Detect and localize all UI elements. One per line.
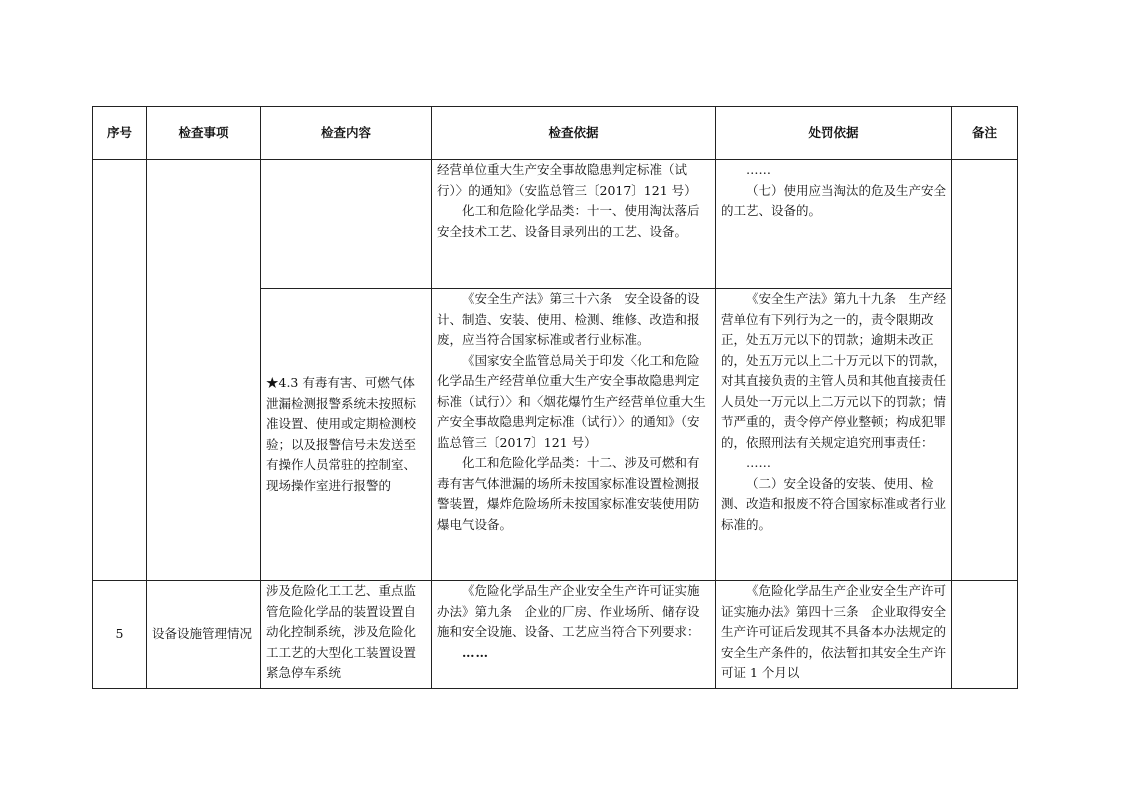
remark-cell bbox=[952, 160, 1018, 581]
basis-paragraph: 《危险化学品生产企业安全生产许可证实施办法》第九条 企业的厂房、作业场所、储存设施和安全设施、设备、工艺应当符合下列要求： bbox=[437, 583, 700, 639]
content-cell bbox=[261, 160, 432, 289]
header-basis: 检查依据 bbox=[432, 107, 716, 160]
content-text: 涉及危险化工工艺、重点监管危险化学品的装置设置自动化控制系统，涉及危险化工工艺的大型化工装置设置紧急停车系统 bbox=[266, 583, 417, 680]
penalty-paragraph: （二）安全设备的安装、使用、检测、改造和报废不符合国家标准或者行业标准的。 bbox=[721, 475, 947, 532]
basis-paragraph: 《国家安全监管总局关于印发〈化工和危险化学品生产经营单位重大生产安全事故隐患判定标准（试行）〉和〈烟花爆竹生产经营单位重大生产安全事故隐患判定标准（试行）〉的通知》（安监总管三〔2017〕121 号） bbox=[437, 352, 706, 450]
header-row bbox=[93, 107, 1018, 160]
penalty-paragraph: 《安全生产法》第九十九条 生产经营单位有下列行为之一的，责令限期改正，处五万元以下的罚款；逾期未改正的，处五万元以上二十万元以下的罚款，对其直接负责的主管人员和其他直接责任人员处一万元以上二万元以下的罚款；情节严重的，责令停产停业整顿；构成犯罪的，依照刑法有关规定追究刑事责任： bbox=[721, 291, 947, 450]
content-text: ★4.3 有毒有害、可燃气体泄漏检测报警系统未按照标准设置、使用或定期检测校验；以及报警信号未发送至有操作人员常驻的控制室、现场操作室进行报警的 bbox=[266, 375, 417, 493]
seq-cell: 5 bbox=[93, 581, 147, 689]
item-text: 设备设施管理情况 bbox=[152, 626, 253, 642]
item-cell-continued bbox=[147, 160, 261, 581]
penalty-cell bbox=[716, 581, 952, 689]
inspection-table bbox=[92, 106, 1018, 689]
header-remark: 备注 bbox=[952, 107, 1018, 160]
header-item: 检查事项 bbox=[147, 107, 261, 160]
content-cell bbox=[261, 581, 432, 689]
header-content: 检查内容 bbox=[261, 107, 432, 160]
penalty-paragraph: …… bbox=[746, 455, 771, 470]
penalty-paragraph: （七）使用应当淘汰的危及生产安全的工艺、设备的。 bbox=[721, 182, 947, 218]
content-cell bbox=[261, 289, 432, 581]
table-row bbox=[93, 581, 1018, 689]
basis-paragraph: 化工和危险化学品类：十二、涉及可燃和有毒有害气体泄漏的场所未按国家标准设置检测报警装置，爆炸危险场所未按国家标准安装使用防爆电气设备。 bbox=[437, 455, 700, 532]
basis-cell bbox=[432, 289, 716, 581]
penalty-cell bbox=[716, 289, 952, 581]
remark-cell bbox=[952, 581, 1018, 689]
basis-cell bbox=[432, 160, 716, 289]
basis-paragraph: 经营单位重大生产安全事故隐患判定标准（试行）〉的通知》（安监总管三〔2017〕121 号） bbox=[437, 162, 697, 198]
seq-cell-continued bbox=[93, 160, 147, 581]
basis-paragraph: 化工和危险化学品类：十一、使用淘汰落后安全技术工艺、设备目录列出的工艺、设备。 bbox=[437, 203, 700, 239]
basis-ellipsis: …… bbox=[462, 644, 489, 660]
basis-paragraph: 《安全生产法》第三十六条 安全设备的设计、制造、安装、使用、检测、维修、改造和报废，应当符合国家标准或者行业标准。 bbox=[437, 291, 700, 347]
penalty-cell bbox=[716, 160, 952, 289]
header-seq: 序号 bbox=[93, 107, 147, 160]
table-row bbox=[93, 160, 1018, 289]
penalty-paragraph: 《危险化学品生产企业安全生产许可证实施办法》第四十三条 企业取得安全生产许可证后发现其不具备本办法规定的安全生产条件的，依法暂扣其安全生产许可证 1 个月以 bbox=[721, 583, 947, 680]
basis-cell bbox=[432, 581, 716, 689]
penalty-paragraph: …… bbox=[746, 162, 771, 177]
item-cell bbox=[147, 581, 261, 689]
header-penalty: 处罚依据 bbox=[716, 107, 952, 160]
